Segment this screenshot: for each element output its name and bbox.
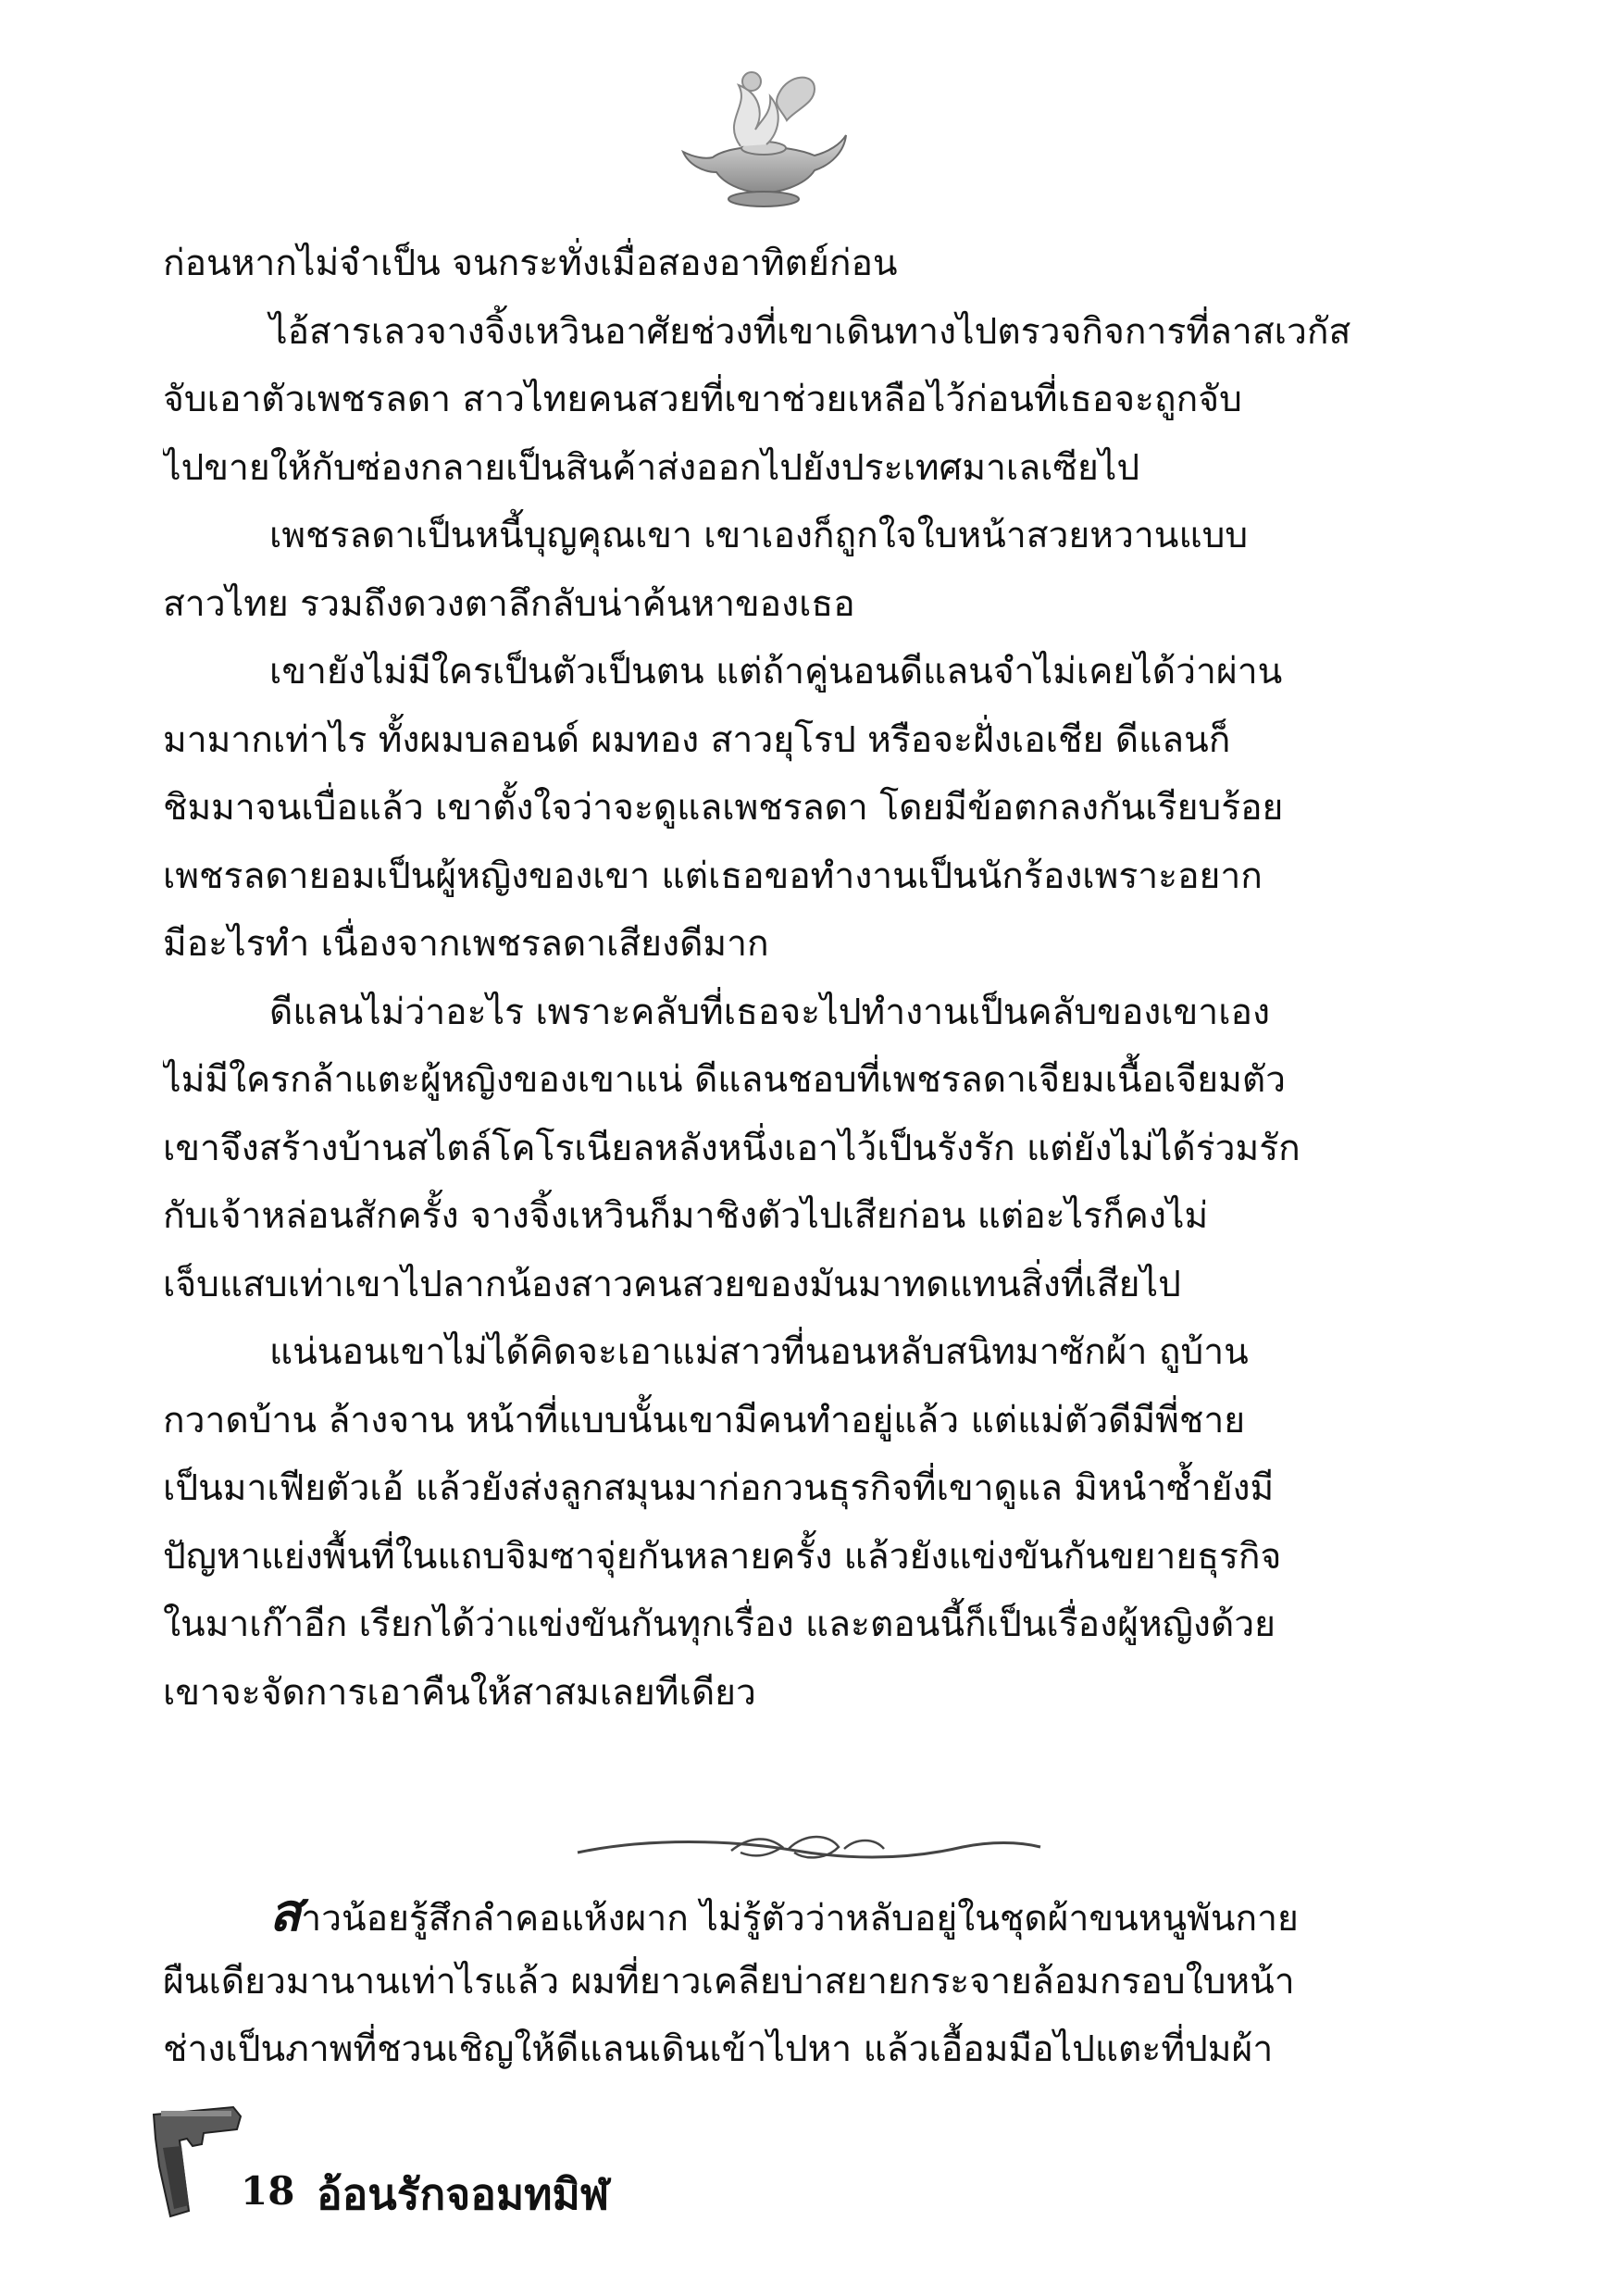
- text-line: กวาดบ้าน ล้างจาน หน้าที่แบบนั้นเขามีคนทำอยู่แล้ว แต่แม่ตัวดีมีพี่ชาย: [163, 1399, 1246, 1441]
- text-line: ไอ้สารเลวจางจิ้งเหวินอาศัยช่วงที่เขาเดินทางไปตรวจกิจการที่ลาสเวกัส: [269, 310, 1351, 353]
- body-text: [163, 230, 1455, 1727]
- text-line: ไปขายให้กับซ่องกลายเป็นสินค้าส่งออกไปยังประเทศมาเลเซียไป: [163, 446, 1140, 489]
- text-line: ในมาเก๊าอีก เรียกได้ว่าแข่งขันกันทุกเรื่อง และตอนนี้ก็เป็นเรื่องผู้หญิงด้วย: [163, 1603, 1276, 1645]
- text-line: มีอะไรทำ เนื่องจากเพชรลดาเสียงดีมาก: [163, 923, 769, 965]
- text-line: ช่างเป็นภาพที่ชวนเชิญให้ดีแลนเดินเข้าไปหา แล้วเอื้อมมือไปแตะที่ปมผ้า: [163, 2028, 1274, 2070]
- text-line: แน่นอนเขาไม่ได้คิดจะเอาแม่สาวที่นอนหลับสนิทมาซักผ้า ถูบ้าน: [269, 1331, 1249, 1373]
- text-line: ปัญหาแย่งพื้นที่ในแถบจิมซาจุ่ยกันหลายครั้ง แล้วยังแข่งขันกันขยายธุรกิจ: [163, 1535, 1282, 1578]
- text-line: จับเอาตัวเพชรลดา สาวไทยคนสวยที่เขาช่วยเหลือไว้ก่อนที่เธอจะถูกจับ: [163, 379, 1242, 420]
- pistol-icon: [148, 2102, 250, 2231]
- text-line: ก่อนหากไม่จำเป็น จนกระทั่งเมื่อสองอาทิตย์ก่อน: [163, 243, 898, 284]
- text-line: ไม่มีใครกล้าแตะผู้หญิงของเขาแน่ ดีแลนชอบที่เพชรลดาเจียมเนื้อเจียมตัว: [163, 1059, 1287, 1101]
- text-line: เป็นมาเฟียตัวเอ้ แล้วยังส่งลูกสมุนมาก่อกวนธุรกิจที่เขาดูแล มิหนำซ้ำยังมี: [163, 1467, 1275, 1509]
- text-line: เขาจะจัดการเอาคืนให้สาสมเลยทีเดียว: [163, 1671, 756, 1714]
- page-footer: [148, 2102, 981, 2231]
- text-line: เขายังไม่มีใครเป็นตัวเป็นตน แต่ถ้าคู่นอนดีแลนจำไม่เคยได้ว่าผ่าน: [269, 651, 1283, 693]
- text-line: [163, 1879, 1455, 1948]
- text-line: เขาจึงสร้างบ้านสไตล์โคโรเนียลหลังหนึ่งเอาไว้เป็นรังรัก แต่ยังไม่ได้ร่วมรัก: [163, 1127, 1301, 1169]
- section-divider-ornament: [574, 1819, 1044, 1884]
- text-line: สาวไทย รวมถึงดวงตาลึกลับน่าค้นหาของเธอ: [163, 582, 855, 625]
- text-line: ชิมมาจนเบื่อแล้ว เขาตั้งใจว่าจะดูแลเพชรลดา โดยมีข้อตกลงกันเรียบร้อย: [163, 787, 1284, 829]
- text-line: เพชรลดายอมเป็นผู้หญิงของเขา แต่เธอขอทำงานเป็นนักร้องเพราะอยาก: [163, 855, 1263, 897]
- text-line: ดีแลนไม่ว่าอะไร เพราะคลับที่เธอจะไปทำงานเป็นคลับของเขาเอง: [269, 991, 1270, 1033]
- book-title: อ้อนรักจอมทมิฬ: [317, 2169, 610, 2219]
- drop-cap: ส: [269, 1883, 302, 1943]
- magic-lamp-fairy-icon: [676, 56, 852, 227]
- second-section-text: [163, 1879, 1455, 2084]
- text-line-rest: าวน้อยรู้สึกลำคอแห้งผาก ไม่รู้ตัวว่าหลับอยู่ในชุดผ้าขนหนูพันกาย: [301, 1898, 1299, 1940]
- text-line: เพชรลดาเป็นหนี้บุญคุณเขา เขาเองก็ถูกใจใบหน้าสวยหวานแบบ: [269, 515, 1249, 556]
- text-line: มามากเท่าไร ทั้งผมบลอนด์ ผมทอง สาวยุโรป หรือจะฝั่งเอเชีย ดีแลนก็: [163, 718, 1231, 761]
- text-line: กับเจ้าหล่อนสักครั้ง จางจิ้งเหวินก็มาชิงตัวไปเสียก่อน แต่อะไรก็คงไม่: [163, 1195, 1209, 1237]
- text-line: เจ็บแสบเท่าเขาไปลากน้องสาวคนสวยของมันมาทดแทนสิ่งที่เสียไป: [163, 1263, 1181, 1305]
- page-number: 18: [241, 2168, 295, 2214]
- text-line: ผืนเดียวมานานเท่าไรแล้ว ผมที่ยาวเคลียบ่าสยายกระจายล้อมกรอบใบหน้า: [163, 1960, 1295, 2003]
